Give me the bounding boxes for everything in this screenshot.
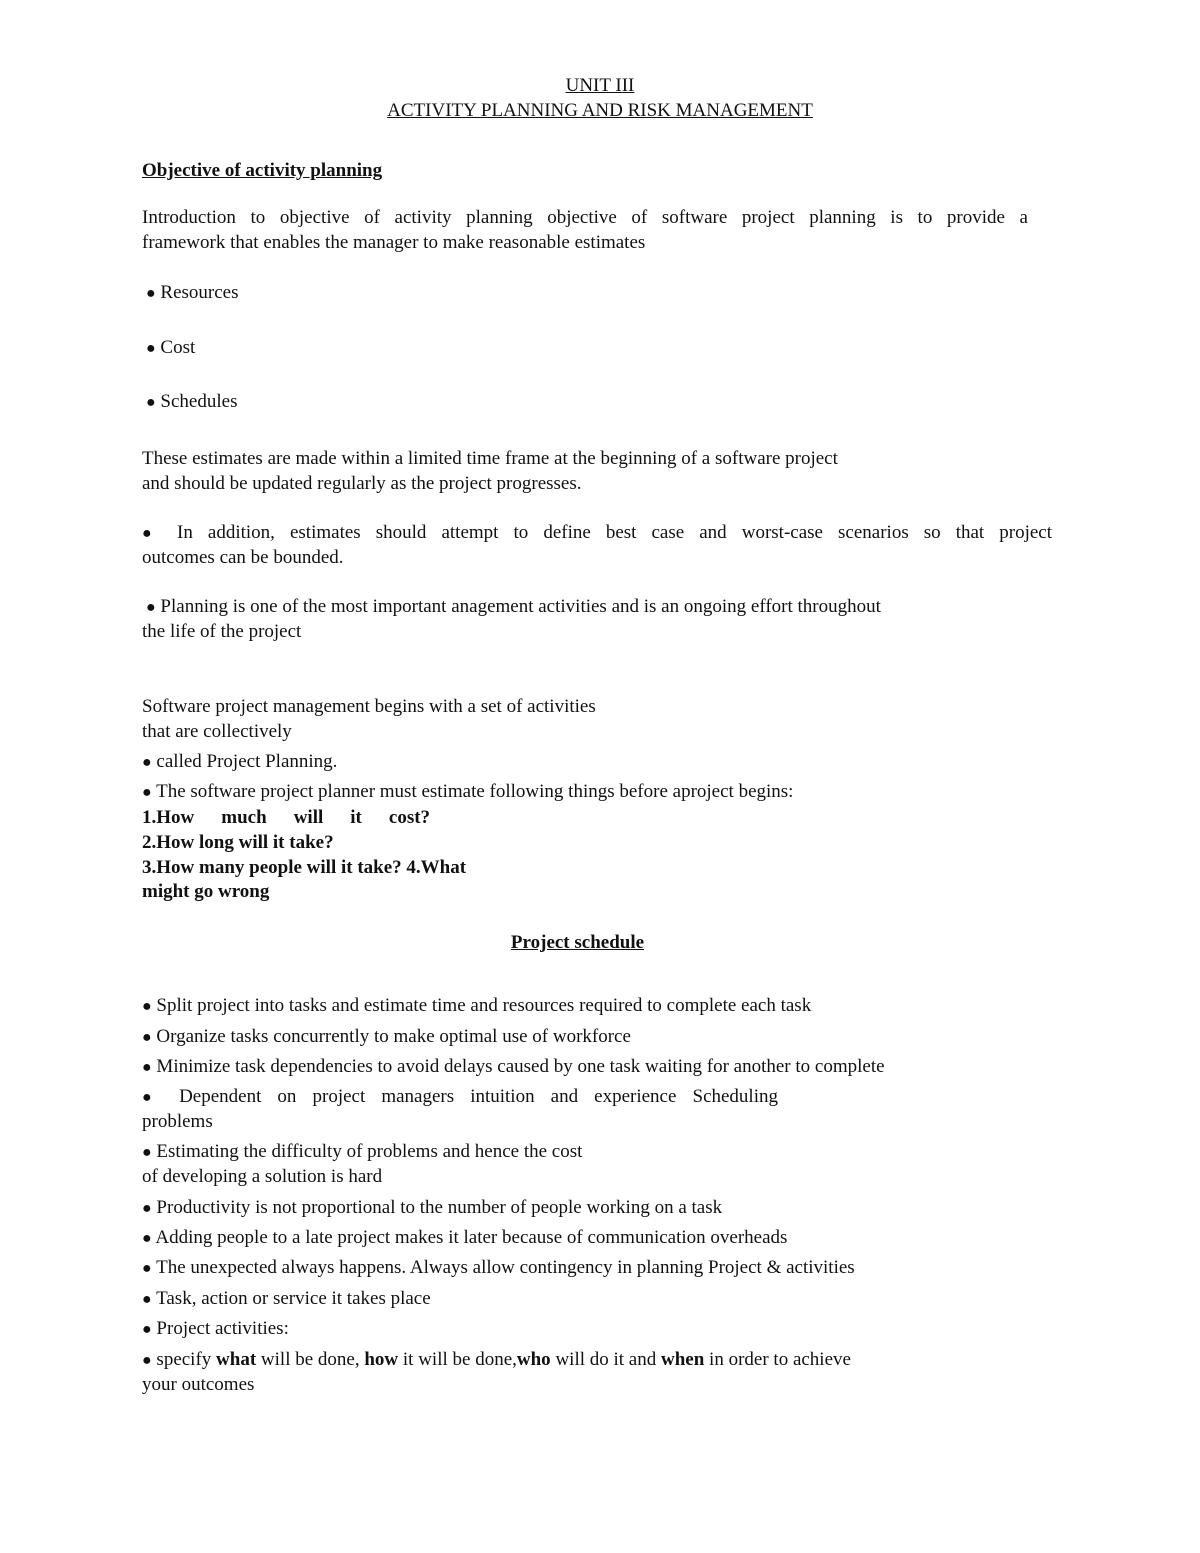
bullet-planning-line-1: ● Planning is one of the most important anagement activities and is an ongoing effort throughout	[146, 596, 881, 617]
bullet-icon: ●	[142, 1200, 152, 1217]
schedule-bullet-4: ● Dependent on project managers intuition and experience Scheduling	[142, 1086, 778, 1107]
list-item-schedules: ● Schedules	[146, 391, 238, 412]
question-3: 3.How many people will it take? 4.What	[142, 857, 467, 878]
schedule-bullet-3: ● Minimize task dependencies to avoid delays caused by one task waiting for another to complete	[142, 1056, 885, 1077]
unit-label: UNIT III	[565, 75, 635, 96]
bullet-icon: ●	[142, 1352, 152, 1369]
bullet-best-worst-line-1: ● In addition, estimates should attempt to define best case and worst-case scenarios so that project	[142, 522, 1052, 543]
schedule-bullet-9: ● Task, action or service it takes place	[142, 1288, 431, 1309]
schedule-bullet-11: ● specify what will be done, how it will be done,who will do it and when in order to achieve	[142, 1349, 851, 1370]
spm-bullet-1: ● called Project Planning.	[142, 751, 338, 772]
bullet-icon: ●	[146, 394, 156, 411]
bullet-icon: ●	[142, 1029, 152, 1046]
schedule-bullet-5: ● Estimating the difficulty of problems and hence the cost	[142, 1141, 583, 1162]
schedule-bullet-8: ● The unexpected always happens. Always allow contingency in planning Project & activities	[142, 1257, 855, 1278]
bullet-icon: ●	[142, 998, 152, 1015]
bullet-icon: ●	[142, 1321, 152, 1338]
bullet-planning-line-2: the life of the project	[142, 621, 302, 642]
spm-line-1: Software project management begins with a set of activities	[142, 696, 596, 717]
schedule-bullet-6: ● Productivity is not proportional to the number of people working on a task	[142, 1197, 723, 1218]
bullet-icon: ●	[142, 754, 152, 771]
schedule-bullet-1: ● Split project into tasks and estimate time and resources required to complete each task	[142, 995, 812, 1016]
section-heading-objective: Objective of activity planning	[142, 160, 383, 181]
question-4: might go wrong	[142, 881, 270, 902]
bullet-icon: ●	[142, 1089, 163, 1106]
schedule-bullet-7: ● Adding people to a late project makes it later because of communication overheads	[142, 1227, 788, 1248]
para-estimates-line-2: and should be updated regularly as the project progresses.	[142, 473, 582, 494]
schedule-bullet-10: ● Project activities:	[142, 1318, 289, 1339]
document-title: ACTIVITY PLANNING AND RISK MANAGEMENT	[387, 100, 813, 121]
schedule-bullet-4-cont: problems	[142, 1111, 213, 1132]
spm-line-2: that are collectively	[142, 721, 292, 742]
bullet-icon: ●	[142, 1059, 152, 1076]
bullet-icon: ●	[142, 525, 162, 542]
spm-bullet-2: ● The software project planner must estimate following things before aproject begins:	[142, 781, 794, 802]
bullet-icon: ●	[142, 784, 152, 801]
bullet-icon: ●	[146, 599, 156, 616]
bullet-icon: ●	[146, 285, 156, 302]
question-1: 1.How much will it cost?	[142, 807, 431, 828]
bullet-best-worst-line-2: outcomes can be bounded.	[142, 547, 344, 568]
bullet-icon: ●	[142, 1230, 152, 1247]
intro-line-1: Introduction to objective of activity planning objective of software project planning is to provide a	[142, 207, 1028, 228]
section-heading-schedule: Project schedule	[510, 932, 645, 953]
schedule-bullet-2: ● Organize tasks concurrently to make optimal use of workforce	[142, 1026, 631, 1047]
schedule-bullet-11-cont: your outcomes	[142, 1374, 255, 1395]
para-estimates-line-1: These estimates are made within a limited time frame at the beginning of a software project	[142, 448, 838, 469]
bullet-icon: ●	[142, 1260, 152, 1277]
list-item-resources: ● Resources	[146, 282, 239, 303]
schedule-bullet-5-cont: of developing a solution is hard	[142, 1166, 383, 1187]
question-2: 2.How long will it take?	[142, 832, 334, 853]
bullet-icon: ●	[142, 1291, 152, 1308]
bullet-icon: ●	[142, 1144, 152, 1161]
list-item-cost: ● Cost	[146, 337, 196, 358]
intro-line-2: framework that enables the manager to make reasonable estimates	[142, 232, 646, 253]
bullet-icon: ●	[146, 340, 156, 357]
